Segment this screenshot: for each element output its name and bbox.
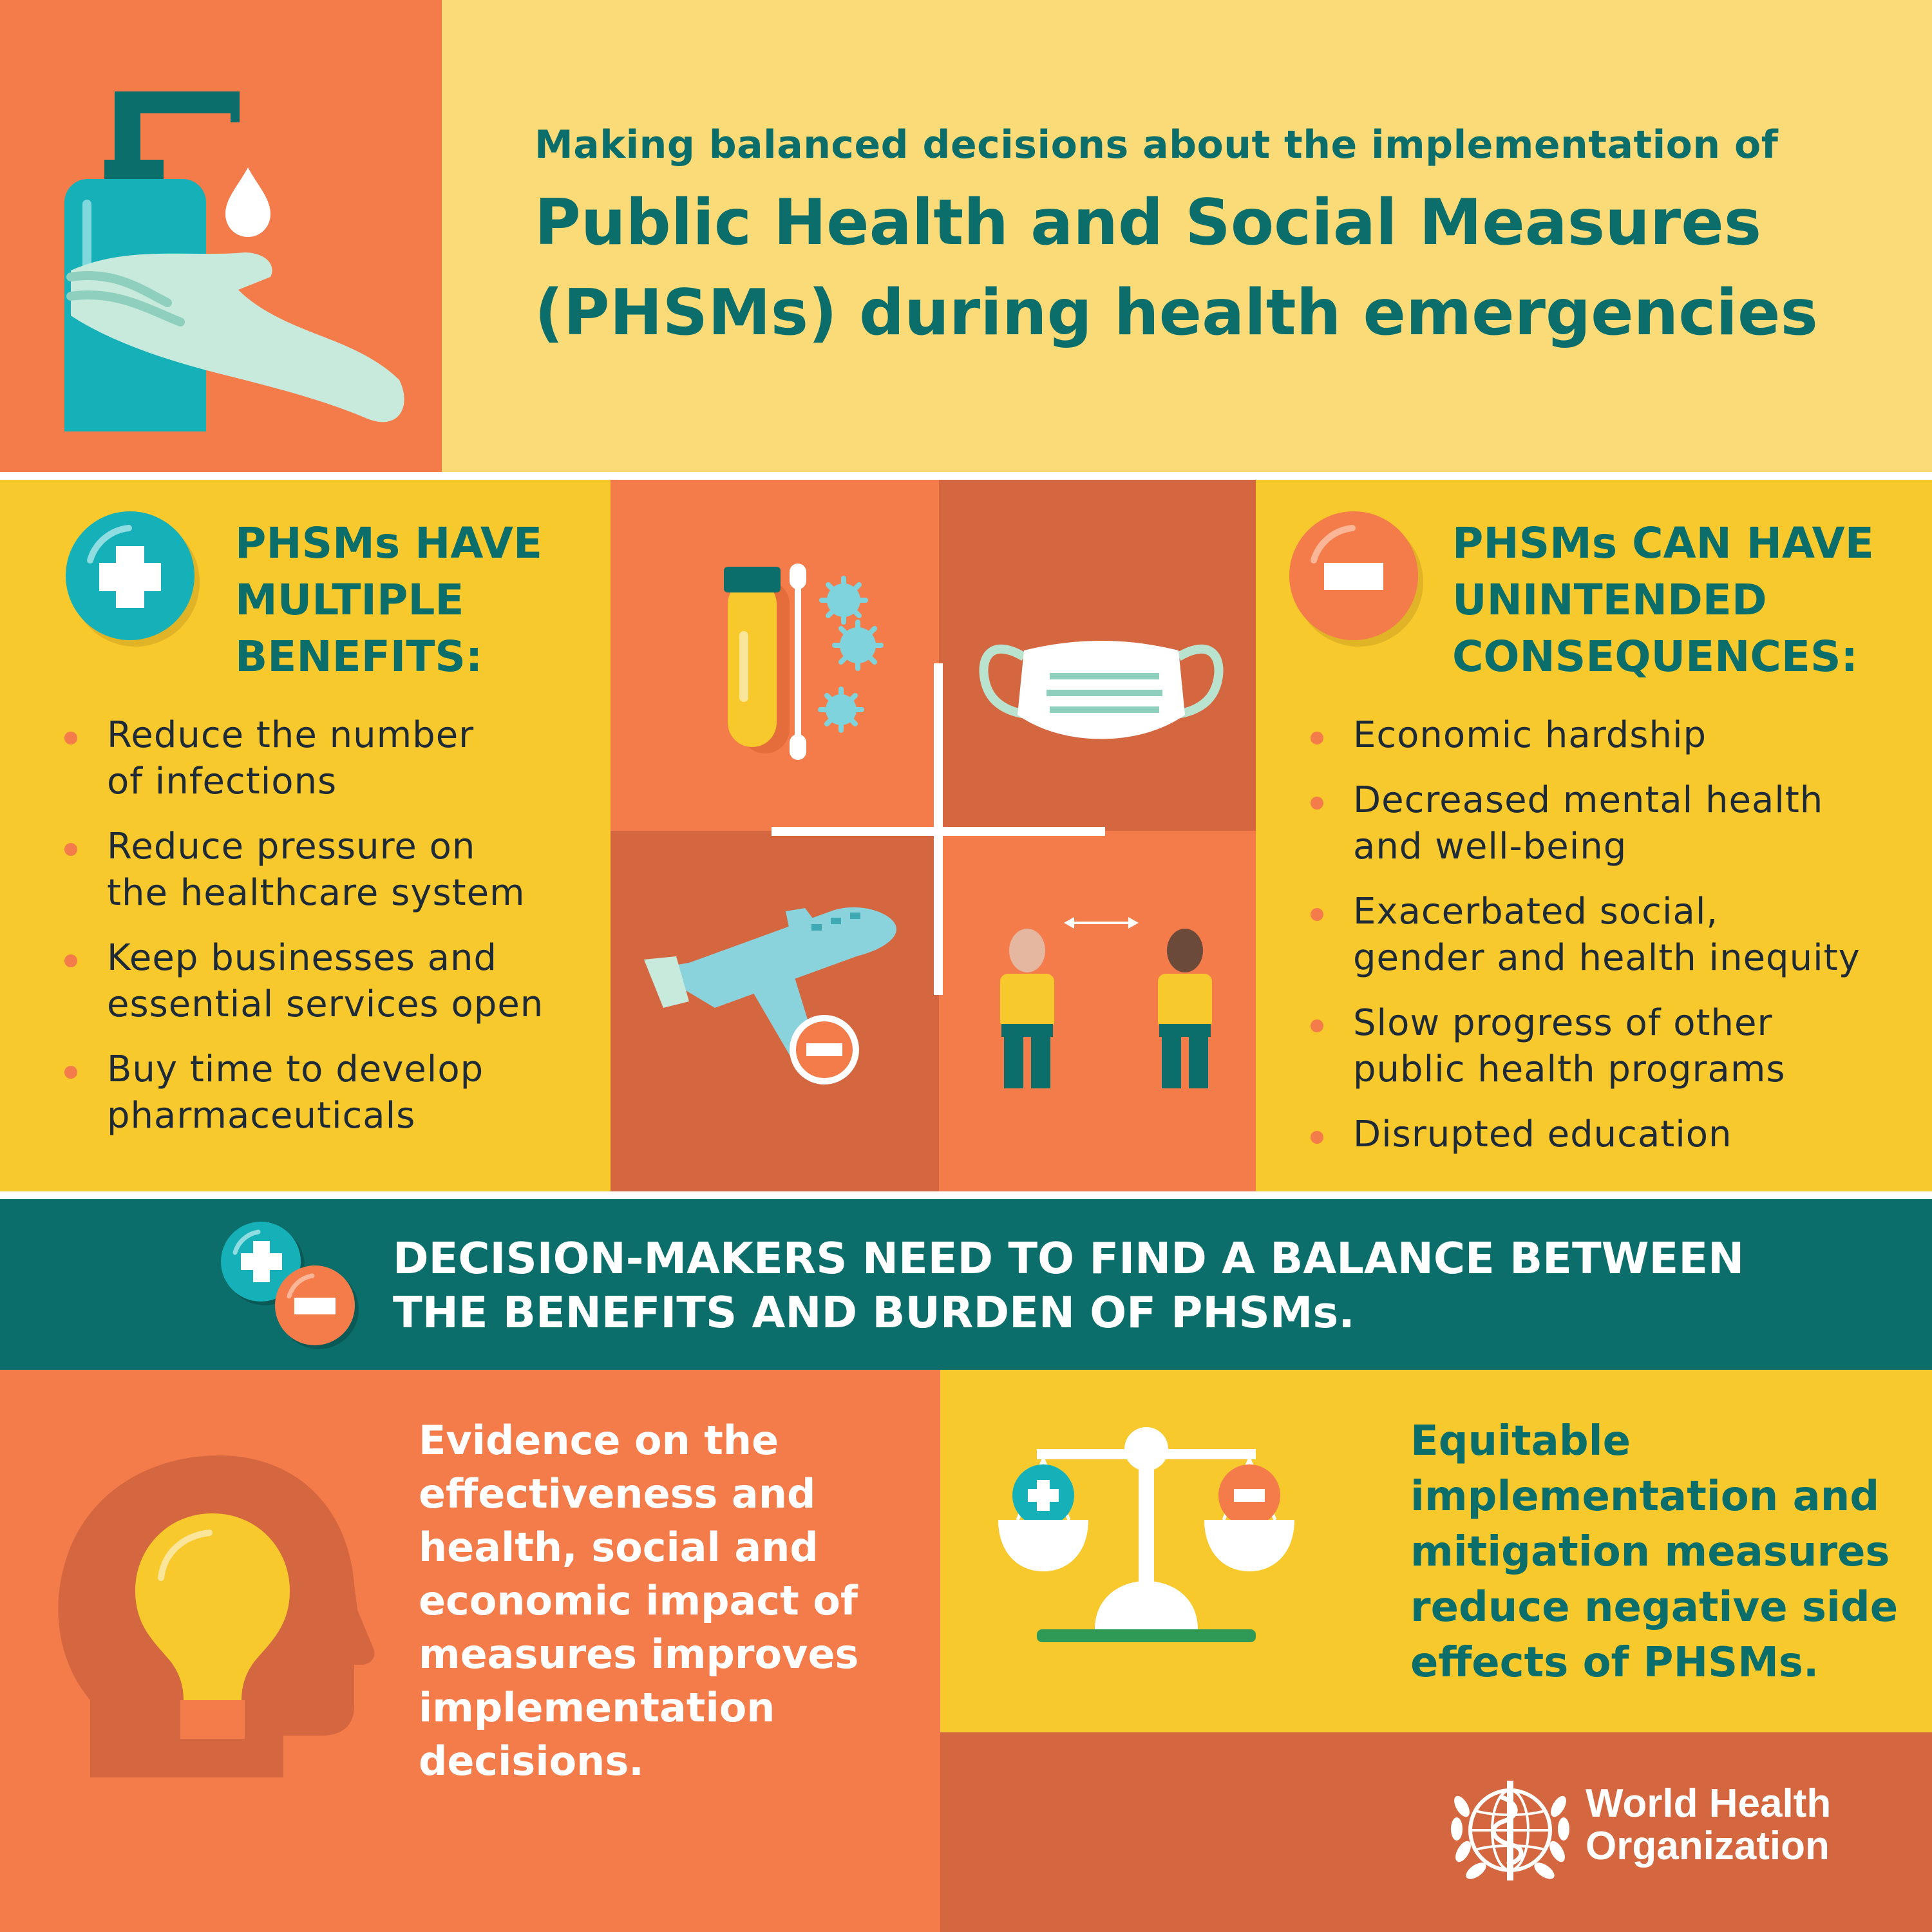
list-item: Keep businesses and essential services open bbox=[64, 935, 592, 1028]
evidence-line: Evidence on the bbox=[419, 1417, 779, 1464]
banner-line-2: THE BENEFITS AND BURDEN OF PHSMs. bbox=[393, 1287, 1355, 1338]
evidence-line: implementation bbox=[419, 1684, 775, 1731]
benefits-heading-line-1: PHSMs HAVE bbox=[235, 518, 543, 568]
who-logo-text bbox=[1586, 1783, 1831, 1868]
balance-scale-icon bbox=[985, 1423, 1307, 1655]
cross-horizontal-line bbox=[772, 827, 1105, 836]
hand-sanitizer-icon bbox=[52, 84, 412, 431]
double-arrow-icon bbox=[1063, 913, 1140, 933]
list-item: Reduce the number of infections bbox=[64, 712, 592, 805]
test-tube-swab-icon bbox=[715, 560, 908, 766]
evidence-line: measures improves bbox=[419, 1631, 859, 1678]
equitable-text bbox=[1410, 1414, 1898, 1690]
evidence-line: decisions. bbox=[419, 1738, 644, 1785]
evidence-line: effectiveness and bbox=[419, 1470, 816, 1517]
banner-line-1: DECISION-MAKERS NEED TO FIND A BALANCE BETWEEN bbox=[393, 1233, 1745, 1283]
list-item: Disrupted education bbox=[1311, 1112, 1922, 1158]
who-logo-line-2: Organization bbox=[1586, 1824, 1830, 1868]
who-emblem-icon bbox=[1443, 1771, 1578, 1893]
equitable-line: Equitable bbox=[1410, 1417, 1631, 1465]
consequences-list bbox=[1311, 712, 1922, 1177]
equitable-line: mitigation measures bbox=[1410, 1528, 1890, 1576]
equitable-line: effects of PHSMs. bbox=[1410, 1639, 1819, 1687]
benefits-list bbox=[64, 712, 592, 1158]
evidence-text bbox=[419, 1414, 858, 1788]
minus-badge-small-icon bbox=[786, 1011, 863, 1088]
list-item: Decreased mental health and well-being bbox=[1311, 777, 1922, 870]
consequences-heading-line-1: PHSMs CAN HAVE bbox=[1452, 518, 1874, 568]
header-title-line-1: Public Health and Social Measures bbox=[535, 186, 1762, 260]
plus-minus-badges-icon bbox=[216, 1214, 370, 1356]
list-item: Economic hardship bbox=[1311, 712, 1922, 759]
airplane-icon bbox=[638, 898, 908, 1079]
face-mask-icon bbox=[972, 618, 1230, 760]
consequences-heading bbox=[1452, 515, 1874, 685]
minus-badge-icon bbox=[1288, 509, 1430, 650]
person-right-icon bbox=[1153, 927, 1217, 1095]
consequences-heading-line-3: CONSEQUENCES: bbox=[1452, 632, 1858, 681]
equitable-line: implementation and bbox=[1410, 1473, 1880, 1520]
who-logo-line-1: World Health bbox=[1586, 1781, 1832, 1826]
list-item: Reduce pressure on the healthcare system bbox=[64, 824, 592, 916]
consequences-heading-line-2: UNINTENDED bbox=[1452, 575, 1767, 625]
header-title-line-2: (PHSMs) during health emergencies bbox=[535, 276, 1818, 350]
divider-middle bbox=[0, 1191, 1932, 1199]
divider-top bbox=[0, 472, 1932, 480]
list-item: Exacerbated social, gender and health inequity bbox=[1311, 889, 1922, 981]
header-subtitle: Making balanced decisions about the implementation of bbox=[535, 122, 1779, 167]
list-item: Buy time to develop pharmaceuticals bbox=[64, 1046, 592, 1139]
benefits-heading-line-2: MULTIPLE bbox=[235, 575, 464, 625]
plus-badge-icon bbox=[64, 509, 206, 650]
person-left-icon bbox=[995, 927, 1059, 1095]
list-item: Slow progress of other public health programs bbox=[1311, 1000, 1922, 1093]
benefits-heading bbox=[235, 515, 542, 685]
head-lightbulb-icon bbox=[52, 1443, 386, 1829]
evidence-line: health, social and bbox=[419, 1524, 819, 1571]
equitable-line: reduce negative side bbox=[1410, 1584, 1899, 1631]
benefits-heading-line-3: BENEFITS: bbox=[235, 632, 483, 681]
evidence-line: economic impact of bbox=[419, 1577, 858, 1624]
